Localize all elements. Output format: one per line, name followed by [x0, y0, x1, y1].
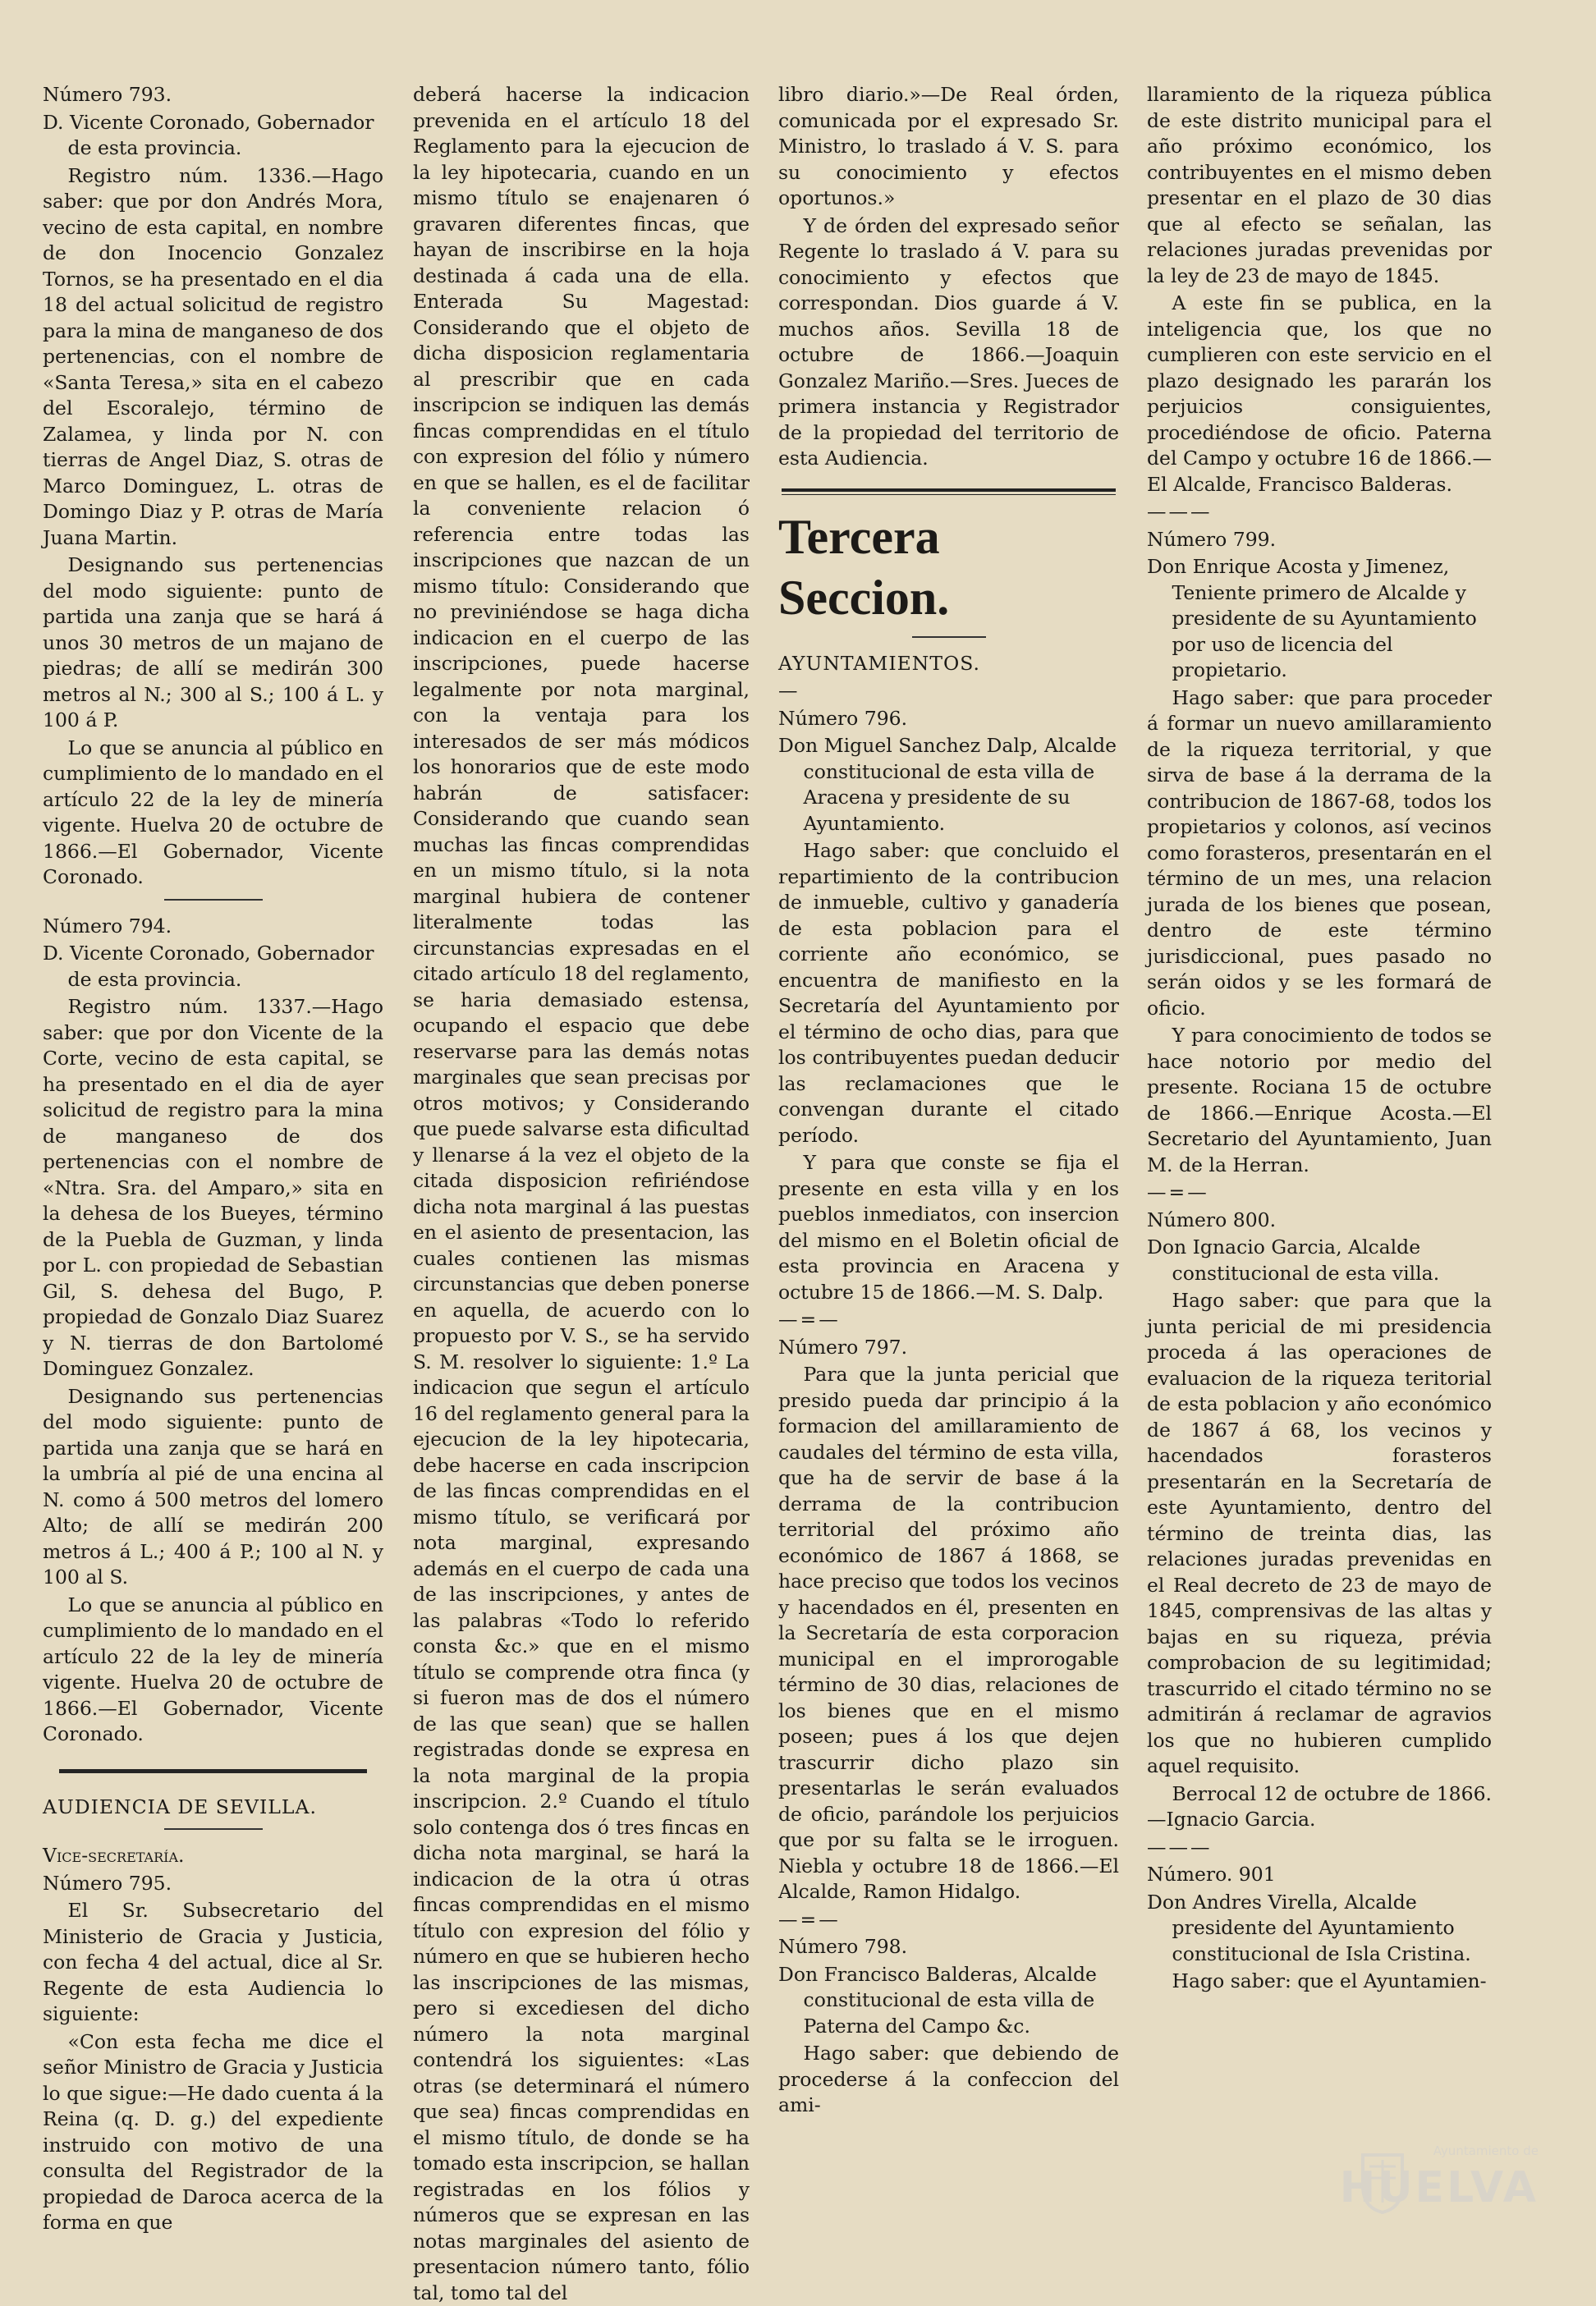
divider	[912, 636, 986, 638]
notice-number-797: Número 797.	[778, 1335, 908, 1359]
notice-796-paragraph: Hago saber: que concluido el repartimiento de la contribucion de inmueble, cultivo y ganadería de esta poblacion para el corriente año económico, se encuentra de manifiesto en la Secretaría del Ayuntamiento por el término de ocho dias, para que los contribuyentes puedan deducir las reclamaciones que le convengan durante el citado período.	[778, 839, 1119, 1147]
notice-number-901: Número. 901	[1147, 1863, 1276, 1886]
notice-number-798: Número 798.	[778, 1935, 908, 1958]
divider: —=—	[778, 1907, 841, 1931]
column-1	[43, 82, 383, 2234]
divider	[164, 1828, 263, 1830]
notice-number-796: Número 796.	[778, 706, 908, 730]
divider: —=—	[1147, 1181, 1209, 1203]
column-4	[1147, 82, 1492, 2225]
divider: ———	[1147, 500, 1213, 523]
notice-901-header: Don Andres Virella, Alcalde presidente del Ayuntamiento constitucional de Isla Cristina.	[1147, 1890, 1471, 1965]
notice-793-paragraph: Registro núm. 1336.—Hago saber: que por don Andrés Mora, vecino de esta capital, en nombre de don Inocencio Gonzalez Tornos, se ha presentado en el dia 18 del actual solicitud de registro para la mina de manganeso de dos pertenencias, con el nombre de «Santa Teresa,» sita en el cabezo del Escoralejo, término de Zalamea, y linda por N. con tierras de Angel Diaz, S. otras de Marco Dominguez, L. otras de Domingo Diaz y P. otras de María Juana Martin.	[43, 163, 383, 549]
notice-795-paragraph: El Sr. Subsecretario del Ministerio de Gracia y Justicia, con fecha 4 del actual, dice al Sr. Regente de esta Audiencia lo siguiente:	[43, 1899, 383, 2025]
notice-796-header: Don Miguel Sanchez Dalp, Alcalde constitucional de esta villa de Aracena y presidente de su Ayuntamiento.	[778, 734, 1117, 835]
notice-798-paragraph: Hago saber: que debiendo de procederse á la confeccion del ami-	[778, 2042, 1119, 2116]
subsection-heading: Vice-secretaría.	[43, 1844, 185, 1867]
notice-799-paragraph: Y para conocimiento de todos se hace notorio por medio del presente. Rociana 15 de octubre de 1866.—Enrique Acosta.—El Secretario del Ayuntamiento, Juan M. de la Herran.	[1147, 1024, 1492, 1176]
section-rule	[59, 1769, 367, 1773]
section-heading-audiencia: AUDIENCIA DE SEVILLA.	[43, 1795, 317, 1818]
continued-text: llaramiento de la riqueza pública de este distrito municipal para el año próximo económico, los contribuyentes en el mismo deben presentar en el plazo de 30 dias que al efecto se señalan, las relaciones juradas prevenidas por la ley de 23 de mayo de 1845.	[1147, 83, 1492, 287]
notice-800-header: Don Ignacio Garcia, Alcalde constitucional de esta villa.	[1147, 1236, 1440, 1285]
divider: —=—	[778, 1308, 841, 1331]
divider: —	[778, 679, 800, 702]
notice-796-paragraph: Y para que conste se fija el presente en esta villa y en los pueblos inmediatos, con insercion del mismo en el Boletin oficial de esta provincia en Aracena y octubre 15 de 1866.—M. S. Dalp.	[778, 1151, 1119, 1304]
notice-800-paragraph: Hago saber: que para que la junta pericial de mi presidencia proceda á las operaciones de evaluacion de la riqueza teritorial de esta poblacion y año económico de 1867 á 68, los vecinos y hacendados forasteros presentarán en la Secretaría de este Ayuntamiento, dentro del término de treinta dias, las relaciones juradas prevenidas en el Real decreto de 23 de mayo de 1845, comprensivas de las altas y bajas en su riqueza, prévia comprobacion de su legitimidad; trascurrido el citado término no se admitirán á reclamar de agravios los que no hubieren cumplido aquel requisito.	[1147, 1289, 1492, 1777]
notice-number-794: Número 794.	[43, 914, 172, 938]
continued-text: deberá hacerse la indicacion prevenida en el artículo 18 del Reglamento para la ejecucion de la ley hipotecaria, cuando en un mismo título se enajenaren ó gravaren diferentes fincas, que hayan de inscribirse en la hoja destinada á cada una de ella. Enterada Su Magestad: Considerando que el objeto de dicha disposicion reglamentaria al prescribir que en cada inscripcion se indiquen las demás fincas comprendidas en el título con expresion del fólio y número en que se hallen, es el de facilitar la conveniente relacion ó referencia entre todas las inscripciones que nazcan de un mismo título: Considerando que no previniéndose se haga dicha indicacion en el cuerpo de las inscripciones, puede hacerse legalmente por nota marginal, con la ventaja para los interesados de ser más módicos los honorarios que de este modo habrán de satisfacer: Considerando que cuando sean muchas las fincas comprendidas en un mismo título, si la nota marginal hubiera de contener literalmente todas las circunstancias expresadas en el citado artículo 18 del reglamento, se haria demasiado estensa, ocupando el espacio que debe reservarse para las demás notas marginales que sean precisas por otros motivos; y Considerando que puede salvarse esta dificultad y llenarse á la vez el objeto de la citada disposicion refiriéndose dicha nota marginal á las puestas en el asiento de presentacion, las cuales contienen las mismas circunstancias que deben ponerse en aquella, de acuerdo con lo propuesto por V. S., se ha servido S. M. resolver lo siguiente: 1.º La indicacion que segun el artículo 16 del reglamento general para la ejecucion de la ley hipotecaria, debe hacerse en cada inscripcion de las fincas comprendidas en el mismo título, se verificará por nota marginal, expresando además en el cuerpo de cada una de las inscripciones, y antes de las palabras «Todo lo referido consta &c.» que en el mismo título se comprende otra finca (y si fueron mas de dos el número de las que sean) que se hallen registradas donde se expresa en la nota marginal de la propia inscripcion. 2.º Cuando el título solo contenga dos ó tres fincas en dicha nota marginal, se hará la indicacion de la otra ú otras fincas comprendidas en el mismo título con expresion del fólio y número en que se hubieren hecho las inscripciones de las mismas, pero si excediesen del dicho número la nota marginal contendrá los siguientes: «Las otras (se determinará el número que sea) fincas comprendidas en el mismo título, de donde se ha tomado esta inscripcion, se hallan registradas en los fólios y números que se expresan en las notas marginales del asiento de presentacion número tanto, fólio tal, tomo tal del	[413, 83, 750, 2304]
notice-901-paragraph: Hago saber: que el Ayuntamien-	[1172, 1969, 1487, 1992]
notice-793-paragraph: Designando sus pertenencias del modo siguiente: punto de partida una zanja que se hará á unos 30 metros de un majano de piedras; de allí se medirán 300 metros al N.; 300 al S.; 100 á L. y 100 á P.	[43, 553, 383, 731]
continued-text: libro diario.»—De Real órden, comunicada por el expresado Sr. Ministro, lo traslado á V. S. para su conocimiento y efectos oportunos.»	[778, 83, 1119, 209]
column-3	[778, 82, 1119, 2225]
notice-number-800: Número 800.	[1147, 1208, 1277, 1231]
divider	[164, 899, 263, 901]
notice-798-header: Don Francisco Balderas, Alcalde constitucional de esta villa de Paterna del Campo &c.	[778, 1962, 1097, 2038]
column-2	[413, 82, 750, 2304]
watermark-subtitle: Ayuntamiento de	[1433, 2143, 1539, 2158]
section-rule	[782, 488, 1116, 495]
notice-800-paragraph: Berrocal 12 de octubre de 1866.—Ignacio Garcia.	[1147, 1781, 1492, 1831]
section-heading-ayuntamientos: AYUNTAMIENTOS.	[778, 651, 980, 675]
continued-text: A este fin se publica, en la inteligencia que, los que no cumplieren con este servicio en el plazo designado les pararán los perjuicios consiguientes, procediéndose de oficio. Paterna del Campo y octubre 16 de 1866.—El Alcalde, Francisco Balderas.	[1147, 291, 1492, 496]
notice-794-paragraph: Lo que se anuncia al público en cumplimiento de lo mandado en el artículo 22 de la ley de minería vigente. Huelva 20 de octubre de 1866.—El Gobernador, Vicente Coronado.	[43, 1593, 383, 1745]
notice-799-header: Don Enrique Acosta y Jimenez, Teniente primero de Alcalde y presidente de su Ayuntamiento por uso de licencia del propietario.	[1147, 555, 1477, 681]
notice-794-header: D. Vicente Coronado, Gobernador de esta provincia.	[43, 942, 374, 991]
notice-795-paragraph: «Con esta fecha me dice el señor Ministro de Gracia y Justicia lo que sigue:—He dado cuenta á la Reina (q. D. g.) del expediente instruido con motivo de una consulta del Registrador de la propiedad de Daroca acerca de la forma en que	[43, 2029, 383, 2234]
divider: ———	[1147, 1835, 1213, 1859]
notice-799-paragraph: Hago saber: que para proceder á formar un nuevo amillaramiento de la riqueza territorial, y que sirva de base á la derrama de la contribucion de 1867-68, todos los propietarios y colonos, así vecinos como forasteros, presentarán en el término de un mes, una relacion jurada de los bienes que posean, dentro de este término jurisdiccional, pues pasado no serán oidos y se les formará de oficio.	[1147, 685, 1492, 1020]
continued-text: Y de órden del expresado señor Regente lo traslado á V. para su conocimiento y efectos que correspondan. Dios guarde á V. muchos años. Sevilla 18 de octubre de 1866.—Joaquin Gonzalez Mariño.—Sres. Jueces de primera instancia y Registrador de la propiedad del territorio de esta Audiencia.	[778, 213, 1119, 470]
notice-793-paragraph: Lo que se anuncia al público en cumplimiento de lo mandado en el artículo 22 de la ley de minería vigente. Huelva 20 de octubre de 1866.—El Gobernador, Vicente Coronado.	[43, 736, 383, 888]
notice-number-799: Número 799.	[1147, 527, 1277, 551]
notice-number-793: Número 793.	[43, 83, 172, 106]
watermark-text: HUELVA	[1339, 2163, 1539, 2212]
archive-watermark	[1339, 2143, 1539, 2217]
notice-794-paragraph: Designando sus pertenencias del modo siguiente: punto de partida una zanja que se hará en la umbría al pié de una encina al N. como á 500 metros del lomero Alto; de allí se medirán 200 metros á L.; 400 á P.; 100 al N. y 100 al S.	[43, 1384, 383, 1589]
section-title: Tercera Seccion.	[778, 509, 950, 625]
notice-793-header: D. Vicente Coronado, Gobernador de esta provincia.	[43, 110, 374, 159]
notice-797-paragraph: Para que la junta pericial que presido pueda dar principio á la formacion del amillaramiento de caudales del término de esta villa, que ha de servir de base á la derrama de la contribucion territorial del próximo año económico de 1867 á 1868, se hace preciso que todos los vecinos y hacendados en él, presenten en la Secretaría de esta corporacion municipal en el improrogable término de 30 dias, relaciones de los bienes que en el mismo poseen; pues á los que dejen trascurrir dicho plazo sin presentarlas le serán evaluados de oficio, parándole los perjuicios que por su falta se le irroguen. Niebla y octubre 18 de 1866.—El Alcalde, Ramon Hidalgo.	[778, 1363, 1119, 1903]
notice-794-paragraph: Registro núm. 1337.—Hago saber: que por don Vicente de la Corte, vecino de esta capital, se ha presentado en el dia de ayer solicitud de registro para la mina de manganeso de dos pertenencias con el nombre de «Ntra. Sra. del Amparo,» sita en la dehesa de los Bueyes, término de la Puebla de Guzman, y linda por L. con propiedad de Sebastian Gil, S. dehesa del Bugo, P. propiedad de Gonzalo Diaz Suarez y N. tierras de don Bartolomé Dominguez Gonzalez.	[43, 995, 383, 1380]
notice-number-795: Número 795.	[43, 1871, 172, 1895]
